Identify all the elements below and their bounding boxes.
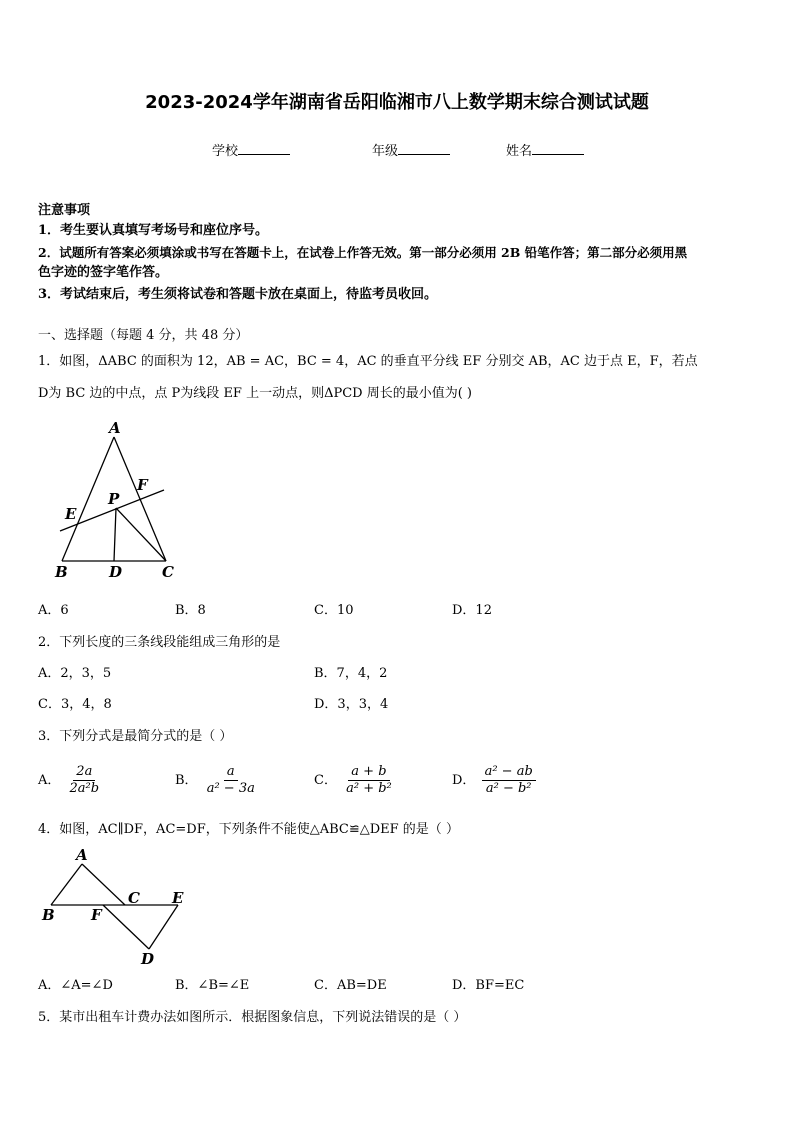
grade-blank [398, 142, 450, 155]
label-A: A [76, 846, 88, 864]
q2-option-b[interactable]: B．7，4，2 [314, 666, 388, 681]
denominator: a² − 3a [206, 781, 255, 796]
q3-stem: 3．下列分式是最简分式的是（ ） [38, 729, 233, 744]
q3-option-a-label: A． [38, 773, 61, 788]
q4-figure [38, 845, 198, 970]
numerator: a² − ab [482, 764, 536, 781]
notice-item: 1．考生要认真填写考场号和座位序号。 [38, 223, 269, 238]
q1-stem-line1: 1．如图，ΔABC 的面积为 12，AB = AC，BC = 4，AC 的垂直平分线 EF 分别交 AB，AC 边于点 E，F，若点 [38, 354, 698, 369]
school-label: 学校 [212, 144, 239, 159]
label-C: C [128, 889, 140, 907]
numerator: a + b [348, 764, 389, 781]
fraction [343, 764, 395, 797]
q3-option-c-label: C． [314, 773, 337, 788]
notice-item: 2．试题所有答案必须填涂或书写在答题卡上，在试卷上作答无效。第一部分必须用 2B 铅笔作答；第二部分必须用黑 [38, 245, 688, 260]
q1-option-d[interactable]: D．12 [452, 603, 492, 618]
grade-label: 年级 [372, 144, 399, 159]
numerator: 2a [73, 764, 95, 781]
denominator: a² − b² [485, 781, 532, 796]
fraction [67, 764, 103, 797]
denominator: a² + b² [346, 781, 392, 796]
q1-stem-line2: D为 BC 边的中点，点 P为线段 EF 上一动点，则ΔPCD 周长的最小值为( ) [38, 386, 472, 401]
label-E: E [65, 505, 77, 523]
label-D: D [109, 563, 123, 581]
label-D: D [141, 950, 155, 968]
q3-option-c[interactable] [314, 764, 397, 797]
name-label: 姓名 [506, 144, 533, 159]
section-heading: 一、选择题（每题 4 分，共 48 分） [38, 328, 249, 343]
label-A: A [109, 419, 121, 437]
denominator: 2a²b [69, 781, 100, 796]
q3-option-b[interactable] [175, 764, 260, 797]
q2-option-d[interactable]: D．3，3，4 [314, 697, 389, 712]
q4-option-d[interactable]: D．BF=EC [452, 978, 525, 993]
q5-stem: 5．某市出租车计费办法如图所示．根据图象信息，下列说法错误的是（ ） [38, 1010, 467, 1025]
q4-option-c[interactable]: C．AB=DE [314, 978, 387, 993]
notice-item: 色字迹的签字笔作答。 [38, 265, 169, 280]
school-blank [238, 142, 290, 155]
q3-option-d-label: D． [452, 773, 476, 788]
numerator: a [224, 764, 238, 781]
q1-option-a[interactable]: A．6 [38, 603, 69, 618]
fraction [482, 764, 536, 797]
q2-stem: 2．下列长度的三条线段能组成三角形的是 [38, 635, 281, 650]
q3-option-b-label: B． [175, 773, 198, 788]
name-blank [532, 142, 584, 155]
q2-option-a[interactable]: A．2，3，5 [38, 666, 112, 681]
label-E: E [172, 889, 184, 907]
name-field [506, 140, 584, 159]
label-B: B [42, 906, 55, 924]
q1-triangle-figure [50, 415, 190, 585]
page-title: 2023-2024学年湖南省岳阳临湘市八上数学期末综合测试试题 [145, 92, 649, 113]
q3-option-a[interactable] [38, 764, 104, 797]
q4-option-a[interactable]: A．∠A=∠D [38, 978, 113, 993]
label-C: C [162, 563, 174, 581]
notice-heading: 注意事项 [38, 203, 91, 218]
q1-option-b[interactable]: B．8 [175, 603, 206, 618]
label-P: P [108, 490, 120, 508]
q3-option-d[interactable] [452, 764, 538, 797]
q2-option-c[interactable]: C．3，4，8 [38, 697, 112, 712]
label-F: F [137, 476, 148, 494]
q4-option-b[interactable]: B．∠B=∠E [175, 978, 250, 993]
grade-field [372, 140, 450, 159]
notice-item: 3．考试结束后，考生须将试卷和答题卡放在桌面上，待监考员收回。 [38, 287, 438, 302]
label-B: B [55, 563, 68, 581]
fraction [204, 764, 258, 797]
school-field [212, 140, 290, 159]
label-F: F [91, 906, 102, 924]
q4-stem: 4．如图，AC∥DF，AC=DF，下列条件不能使△ABC≌△DEF 的是（ ） [38, 822, 459, 837]
q1-option-c[interactable]: C．10 [314, 603, 354, 618]
